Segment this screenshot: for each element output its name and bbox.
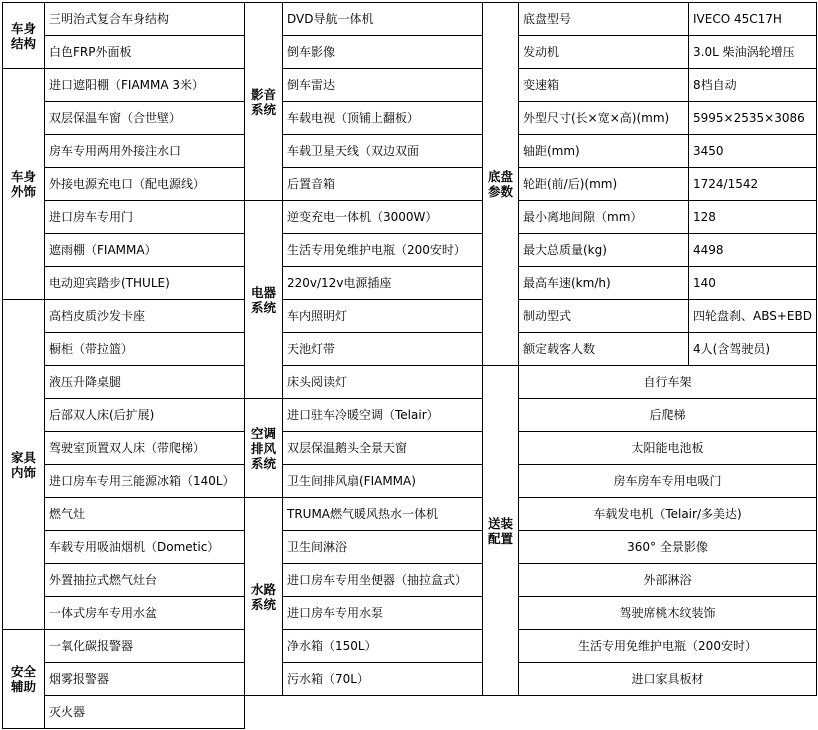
spec-item: 净水箱（150L） [282,629,483,663]
chassis-param-value: 5995×2535×3086 [688,101,817,135]
furniture-heading: 家具 内饰 [2,299,45,630]
chassis-param-value: 3450 [688,134,817,168]
spec-item: 车内照明灯 [282,299,483,333]
spec-item: 液压升降桌腿 [44,365,245,399]
chassis-param-label: 变速箱 [518,68,689,102]
chassis-param-label: 最小离地间隙（mm） [518,200,689,234]
spec-item: 一体式房车专用水盆 [44,596,245,630]
spec-item: 双层保温鹅头全景天窗 [282,431,483,465]
spec-item: 逆变充电一体机（3000W） [282,200,483,234]
water-heading: 水路 系统 [244,497,283,696]
spec-item: 电动迎宾踏步(THULE) [44,266,245,300]
gift-item: 进口家具板材 [518,662,817,696]
spec-item: 车载专用吸油烟机（Dometic） [44,530,245,564]
chassis-param-label: 最大总质量(kg) [518,233,689,267]
spec-item: 遮雨棚（FIAMMA） [44,233,245,267]
chassis-param-label: 底盘型号 [518,2,689,36]
chassis-param-label: 轴距(mm) [518,134,689,168]
hvac-heading: 空调 排风 系统 [244,398,283,498]
chassis-param-label: 轮距(前/后)(mm) [518,167,689,201]
spec-item: 外置抽拉式燃气灶台 [44,563,245,597]
spec-item: 床头阅读灯 [282,365,483,399]
gifts-heading: 送装 配置 [482,365,519,696]
spec-item: 生活专用免维护电瓶（200安时） [282,233,483,267]
electrical-heading: 电器 系统 [244,200,283,399]
spec-item: 后置音箱 [282,167,483,201]
gift-item: 驾驶席桃木纹装饰 [518,596,817,630]
spec-item: 三明治式复合车身结构 [44,2,245,36]
spec-item: 燃气灶 [44,497,245,531]
safety-heading: 安全 辅助 [2,629,45,729]
chassis-param-value: 8档自动 [688,68,817,102]
spec-item: 进口房车专用坐便器（抽拉盒式） [282,563,483,597]
spec-item: 车载电视（顶铺上翻板） [282,101,483,135]
spec-item: 进口房车专用门 [44,200,245,234]
spec-item: 进口房车专用水泵 [282,596,483,630]
spec-item: 双层保温车窗（合世壁） [44,101,245,135]
chassis-param-label: 额定载客人数 [518,332,689,366]
spec-item: 橱柜（带拉篮） [44,332,245,366]
spec-item: 烟雾报警器 [44,662,245,696]
spec-item: 卫生间排风扇(FIAMMA) [282,464,483,498]
chassis-heading: 底盘 参数 [482,2,519,366]
spec-item: 倒车雷达 [282,68,483,102]
spec-item: DVD导航一体机 [282,2,483,36]
spec-item: 卫生间淋浴 [282,530,483,564]
chassis-param-value: 128 [688,200,817,234]
spec-item: 外接电源充电口（配电源线） [44,167,245,201]
spec-item: 220v/12v电源插座 [282,266,483,300]
spec-item: 白色FRP外面板 [44,35,245,69]
spec-item: 驾驶室顶置双人床（带爬梯） [44,431,245,465]
chassis-param-label: 外型尺寸(长×宽×高)(mm) [518,101,689,135]
spec-item: 一氧化碳报警器 [44,629,245,663]
spec-item: 天池灯带 [282,332,483,366]
gift-item: 360° 全景影像 [518,530,817,564]
spec-item: 进口驻车冷暖空调（Telair） [282,398,483,432]
gift-item: 自行车架 [518,365,817,399]
gift-item: 房车房车专用电吸门 [518,464,817,498]
chassis-param-value: 3.0L 柴油涡轮增压 [688,35,817,69]
chassis-param-value: 四轮盘刹、ABS+EBD [688,299,817,333]
spec-item: 房车专用两用外接注水口 [44,134,245,168]
chassis-param-value: 4人(含驾驶员) [688,332,817,366]
spec-item: 进口房车专用三能源冰箱（140L） [44,464,245,498]
chassis-param-label: 最高车速(km/h) [518,266,689,300]
chassis-param-value: 1724/1542 [688,167,817,201]
spec-item: 污水箱（70L） [282,662,483,696]
chassis-param-label: 发动机 [518,35,689,69]
gift-item: 生活专用免维护电瓶（200安时） [518,629,817,663]
gift-item: 太阳能电池板 [518,431,817,465]
spec-item: 车载卫星天线（双边双面 [282,134,483,168]
spec-item: TRUMA燃气暖风热水一体机 [282,497,483,531]
chassis-param-value: 140 [688,266,817,300]
av-heading: 影音 系统 [244,2,283,201]
spec-item: 进口遮阳棚（FIAMMA 3米） [44,68,245,102]
spec-item: 灭火器 [44,695,245,729]
gift-item: 外部淋浴 [518,563,817,597]
spec-item: 后部双人床(后扩展) [44,398,245,432]
spec-item: 高档皮质沙发卡座 [44,299,245,333]
chassis-param-label: 制动型式 [518,299,689,333]
gift-item: 车载发电机（Telair/多美达) [518,497,817,531]
gift-item: 后爬梯 [518,398,817,432]
chassis-param-value: 4498 [688,233,817,267]
body-structure-heading: 车身 结构 [2,2,45,69]
chassis-param-value: IVECO 45C17H [688,2,817,36]
body-exterior-heading: 车身 外饰 [2,68,45,300]
spec-item: 倒车影像 [282,35,483,69]
